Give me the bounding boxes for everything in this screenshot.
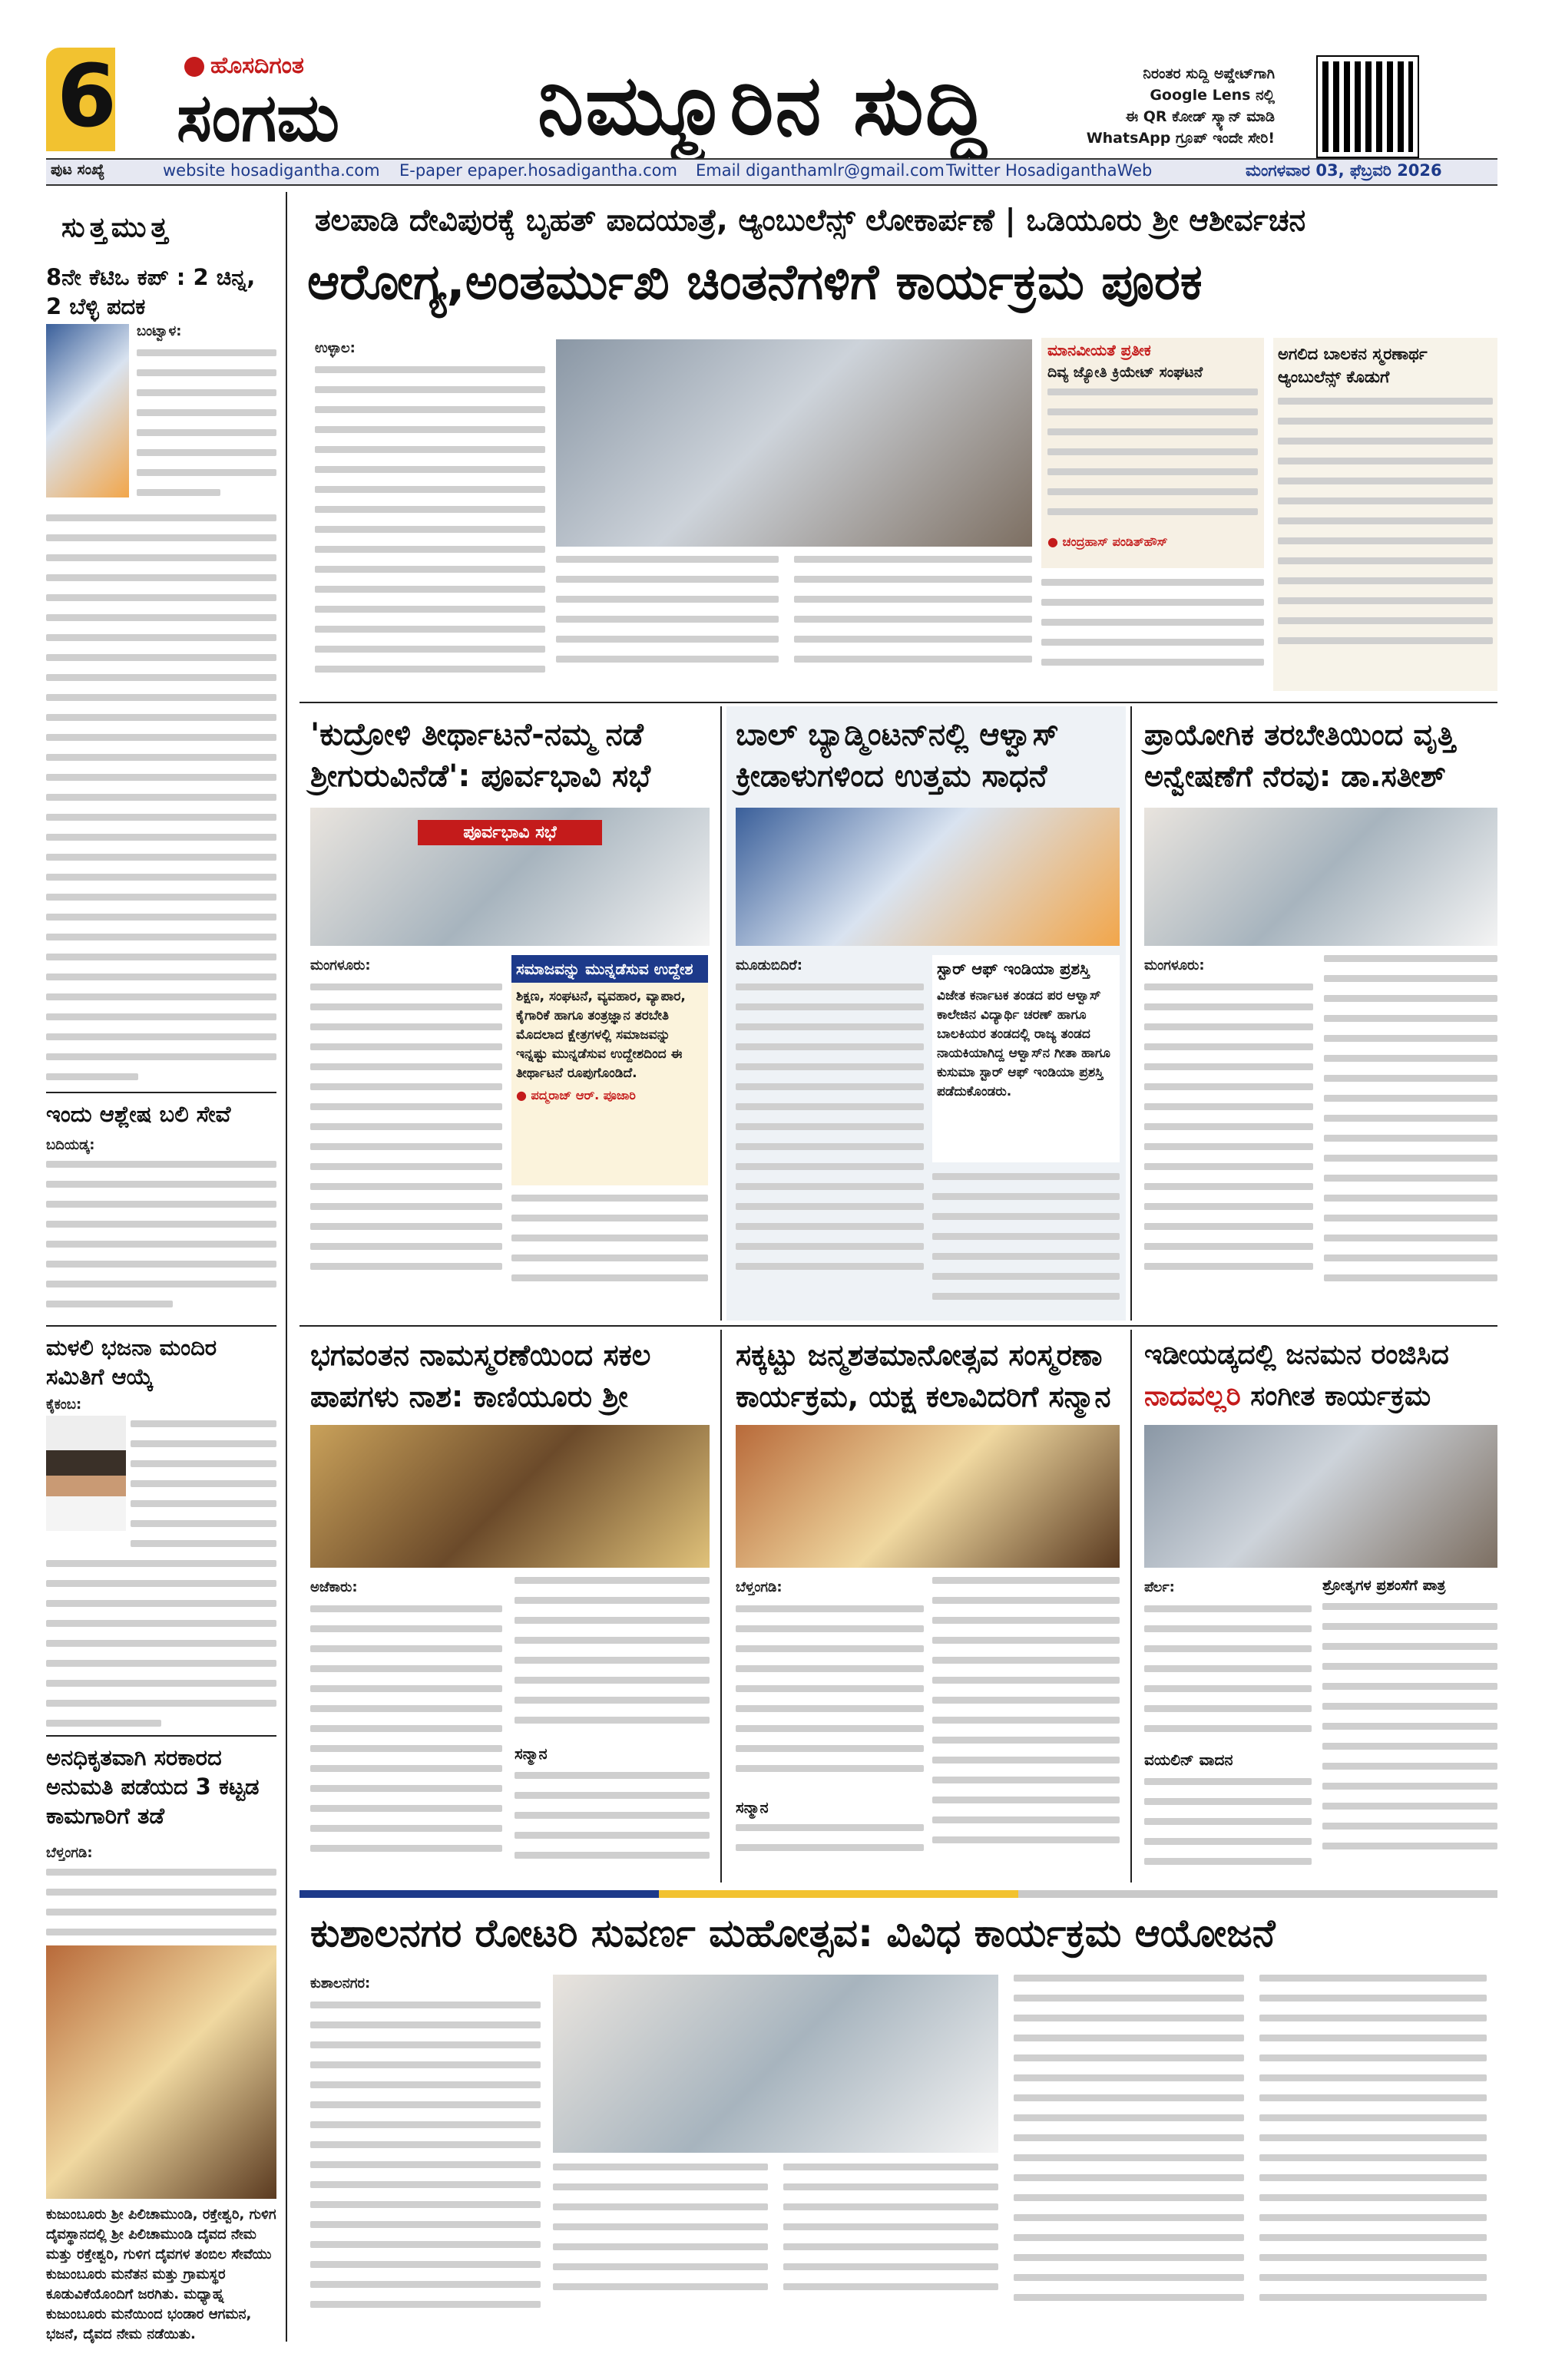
lead-text-col	[794, 556, 1032, 676]
story-training	[1137, 706, 1497, 1321]
masthead	[0, 0, 1542, 180]
sidebar-story-title: ಇಂದು ಆಶ್ಲೇಷ ಬಲಿ ಸೇವೆ	[46, 1101, 231, 1127]
ambulance-photo	[556, 339, 1032, 547]
award-text: ವಿಜೇತ ಕರ್ನಾಟಕ ತಂಡದ ಪರ ಆಳ್ವಾಸ್ ಕಾಲೇಜಿನ ವಿದ್ಯಾರ್ಥಿ ಚರಣ್ ಹಾಗೂ ಬಾಲಕಿಯರ ತಂಡದಲ್ಲಿ ರಾಜ್ಯ ತಂಡದ ನಾಯಕಿಯಾಗಿದ್ದ ಆಳ್ವಾಸ್‌ನ ಗೀತಾ ಹಾಗೂ ಕುಸುಮಾ ಸ್ಟಾರ್ ಆಫ್ ಇಂಡಿಯಾ ಪ್ರಶಸ್ತಿ ಪಡೆದುಕೊಂಡರು.	[937, 988, 1110, 1099]
sidebar-story-text	[46, 1560, 276, 1740]
story-title: ಬಾಲ್ ಬ್ಯಾಡ್ಮಿಂಟನ್‌ನಲ್ಲಿ ಆಳ್ವಾಸ್ ಕ್ರೀಡಾಳುಗಳಿಂದ ಉತ್ತಮ ಸಾಧನೆ	[736, 717, 1059, 794]
lead-kicker: ತಲಪಾಡಿ ದೇವಿಪುರಕ್ಕೆ ಬೃಹತ್ ಪಾದಯಾತ್ರೆ, ಆ್ಯಂಬುಲೆನ್ಸ್ ಲೋಕಾರ್ಪಣೆ | ಒಡಿಯೂರು ಶ್ರೀ ಆಶೀರ್ವಚನ	[315, 203, 1306, 238]
story-kaniyoor	[299, 1330, 714, 1883]
story-text	[515, 1577, 710, 1737]
story-title: ಪ್ರಾಯೋಗಿಕ ತರಬೇತಿಯಿಂದ ವೃತ್ತಿ ಅನ್ವೇಷಣೆಗೆ ನೆರವು: ಡಾ.ಸತೀಶ್	[1144, 718, 1456, 793]
felicitation-photo	[736, 1425, 1120, 1568]
story-text: ಅಜೆಕಾರು:	[310, 1577, 502, 1876]
story-text	[1322, 1603, 1497, 1863]
training-photo	[1144, 808, 1497, 946]
sub-heading: ಶ್ರೋತೃಗಳ ಪ್ರಶಂಸೆಗೆ ಪಾತ್ರ	[1322, 1577, 1446, 1594]
story-text	[932, 1577, 1120, 1856]
section-name: ಸಂಗಮ	[177, 80, 340, 157]
sidebar-photo	[46, 324, 129, 497]
highlight-byline: ● ಪದ್ಮರಾಜ್ ಆರ್. ಪೂಜಾರಿ	[516, 1088, 636, 1102]
lead-text-col	[556, 556, 779, 676]
concert-photo	[1144, 1425, 1497, 1568]
sidebar-story-text: ಬಂಟ್ವಾಳ:	[137, 321, 276, 502]
epaper-link[interactable]: E-paper epaper.hosadigantha.com	[399, 161, 677, 180]
section-band	[299, 1890, 1497, 1898]
story-title: ಕುಶಾಲನಗರ ರೋಟರಿ ಸುವರ್ಣ ಮಹೋತ್ಸವ: ವಿವಿಧ ಕಾರ್ಯಕ್ರಮ ಆಯೋಜನೆ	[310, 1911, 1276, 1955]
publication-logo: ಹೊಸದಿಗಂತ	[184, 52, 304, 79]
story-rotary	[299, 1904, 1497, 2342]
story-title: ಭಗವಂತನ ನಾಮಸ್ಮರಣೆಯಿಂದ ಸಕಲ ಪಾಪಗಳು ನಾಶ: ಕಾಣಿಯೂರು ಶ್ರೀ	[310, 1338, 651, 1413]
story-text	[932, 1173, 1120, 1313]
shrine-caption: ಕುಜುಂಬೂರು ಶ್ರೀ ಪಿಲಿಚಾಮುಂಡಿ, ರಕ್ತೇಶ್ವರಿ, ಗುಳಿಗ ದೈವಸ್ಥಾನದಲ್ಲಿ ಶ್ರೀ ಪಿಲಿಚಾಮುಂಡಿ ದೈವದ ನೇಮ ಮತ್ತು ರಕ್ತೇಶ್ವರಿ, ಗುಳಿಗ ದೈವಗಳ ತಂಬಿಲ ಸೇವೆಯು ಕುಜುಂಬೂರು ಮನೆತನ ಮತ್ತು ಗ್ರಾಮಸ್ಥರ ಕೂಡುವಿಕೆಯೊಂದಿಗೆ ಜರಗಿತು. ಮಧ್ಯಾಹ್ನ ಕುಜುಂಬೂರು ಮನೆಯಿಂದ ಭಂಡಾರ ಆಗಮನ, ಭಜನೆ, ದೈವದ ನೇಮ ನಡೆಯಿತು.	[46, 2206, 276, 2342]
sub-heading: ಸನ್ಮಾನ	[515, 1744, 548, 1763]
rotary-photo	[553, 1975, 998, 2153]
lead-story	[299, 192, 1497, 699]
website-link[interactable]: website hosadigantha.com	[163, 161, 380, 180]
meeting-banner: ಪೂರ್ವಭಾವಿ ಸಭೆ	[418, 820, 602, 845]
story-naadavallari	[1137, 1330, 1497, 1883]
page-number: 6	[57, 47, 117, 147]
title-accent: ನಾದವಲ್ಲರಿ	[1144, 1380, 1241, 1412]
story-text	[783, 2163, 998, 2303]
team-photo	[736, 808, 1120, 946]
lead-text-col	[1041, 579, 1264, 679]
sidebar-story-text	[131, 1420, 276, 1560]
sidebar-story-text: ಕೈಕಂಬ:	[46, 1397, 82, 1413]
column-divider	[720, 706, 722, 1321]
sidebar-story-text: ಬೆಳ್ತಂಗಡಿ:	[46, 1845, 93, 1861]
email-link[interactable]: Email diganthamlr@gmail.com	[696, 161, 945, 180]
lead-headline: ಆರೋಗ್ಯ,ಅಂತರ್ಮುಖಿ ಚಿಂತನೆಗಳಿಗೆ ಕಾರ್ಯಕ್ರಮ ಪೂರಕ	[307, 254, 1203, 311]
story-title: 'ಕುದ್ರೋಳಿ ತೀರ್ಥಾಟನೆ-ನಮ್ಮ ನಡೆ ಶ್ರೀಗುರುವಿನೆಡೆ': ಪೂರ್ವಭಾವಿ ಸಭೆ	[310, 717, 651, 794]
divider	[46, 1735, 276, 1737]
person-photo	[46, 1416, 126, 1531]
story-text	[553, 2163, 768, 2303]
divider	[46, 1092, 276, 1093]
divider	[46, 1325, 276, 1327]
column-divider	[720, 1330, 722, 1883]
story-text	[736, 1824, 924, 1864]
highlight-text: ಶಿಕ್ಷಣ, ಸಂಘಟನೆ, ವ್ಯವಹಾರ, ವ್ಯಾಪಾರ, ಕೈಗಾರಿಕೆ ಹಾಗೂ ತಂತ್ರಜ್ಞಾನ ತರಬೇತಿ ಮೊದಲಾದ ಕ್ಷೇತ್ರಗಳಲ್ಲಿ ಸಮಾಜವನ್ನು ಇನ್ನಷ್ಟು ಮುನ್ನಡೆಸುವ ಉದ್ದೇಶದಿಂದ ಈ ತೀರ್ಥಾಟನೆ ರೂಪುಗೊಂಡಿದೆ.	[516, 989, 686, 1081]
story-sakkattu	[726, 1330, 1126, 1883]
column-divider	[286, 192, 287, 2342]
sidebar-story-title: 8ನೇ ಕೆಟಿಒ ಕಪ್ : 2 ಚಿನ್ನ, 2 ಬೆಳ್ಳಿ ಪದಕ	[46, 264, 256, 319]
pages-label: ಪುಟ ಸಂಖ್ಯೆ	[51, 161, 105, 178]
story-text: ಮೂಡುಬಿದಿರೆ:	[736, 955, 924, 1308]
column-divider	[1130, 1330, 1132, 1883]
story-text	[1014, 1975, 1244, 2314]
row-divider	[299, 1325, 1497, 1327]
humanity-box	[1041, 338, 1264, 568]
sub-heading: ಸನ್ಮಾನ	[736, 1798, 769, 1816]
shrine-photo	[46, 1945, 276, 2199]
story-text	[511, 1195, 708, 1294]
story-text: ಕುಶಾಲನಗರ:	[310, 1973, 541, 2334]
story-text: ಮಂಗಳೂರು:	[1144, 955, 1313, 1308]
box-label: ಮಾನವೀಯತೆ ಪ್ರತೀಕ	[1047, 341, 1151, 359]
sidebar-story-title: ಅನಧಿಕೃತವಾಗಿ ಸರಕಾರದ ಅನುಮತಿ ಪಡೆಯದ 3 ಕಟ್ಟಡ ಕಾಮಗಾರಿಗೆ ತಡೆ	[46, 1744, 260, 1829]
highlight-box	[511, 955, 708, 1185]
sidebar-label: ಸುತ್ತಮುತ್ತ	[61, 212, 173, 243]
story-text	[1324, 955, 1497, 1294]
qr-prompt: ನಿರಂತರ ಸುದ್ದಿ ಅಪ್ಡೇಟ್‌ಗಾಗಿ Google Lens ನಲ್ಲಿ ಈ QR ಕೋಡ್ ಸ್ಕ್ಯಾನ್ ಮಾಡಿ WhatsApp ಗ್ರೂಪ್ ಇಂದೇ ಸೇರಿ!	[1086, 65, 1275, 147]
story-text	[1259, 1975, 1487, 2314]
row-divider	[299, 702, 1497, 703]
award-title: ಸ್ಟಾರ್ ಆಫ್ ಇಂಡಿಯಾ ಪ್ರಶಸ್ತಿ	[937, 960, 1090, 978]
sidebar-story-text: ಬದಿಯಡ್ಕ:	[46, 1137, 95, 1153]
sidebar	[46, 192, 276, 2342]
story-text: ಪೆರ್ಲ:	[1144, 1577, 1312, 1876]
story-title: ಸಕ್ಕಟ್ಟು ಜನ್ಮಶತಮಾನೋತ್ಸವ ಸಂಸ್ಮರಣಾ ಕಾರ್ಯಕ್ರಮ, ಯಕ್ಷ ಕಲಾವಿದರಿಗೆ ಸನ್ಮಾನ	[736, 1338, 1111, 1413]
logo-emblem-icon	[184, 57, 204, 77]
meeting-photo	[310, 808, 710, 946]
story-ball-badminton	[726, 706, 1126, 1321]
twitter-link[interactable]: Twitter HosadiganthaWeb	[946, 161, 1153, 180]
column-divider	[1130, 706, 1132, 1321]
qr-code[interactable]	[1318, 57, 1418, 157]
award-box	[932, 955, 1120, 1162]
story-text	[1144, 1778, 1312, 1878]
story-kudroli	[299, 706, 714, 1321]
story-title: ಇಡೀಯಡ್ಕದಲ್ಲಿ ಜನಮನ ರಂಜಿಸಿದ ನಾದವಲ್ಲರಿ ಸಂಗೀತ ಕಾರ್ಯಕ್ರಮ	[1144, 1339, 1449, 1412]
story-text: ಬೆಳ್ತಂಗಡಿ:	[736, 1577, 924, 1876]
sidebar-story-text	[46, 514, 276, 1093]
issue-date: ಮಂಗಳವಾರ 03, ಫೆಬ್ರವರಿ 2026	[1246, 161, 1442, 180]
story-text	[515, 1772, 710, 1872]
sidebar-story-text	[46, 1161, 276, 1321]
sidebar-story-title: ಮಳಲಿ ಭಜನಾ ಮಂದಿರ ಸಮಿತಿಗೆ ಆಯ್ಕೆ	[46, 1334, 217, 1390]
story-text: ಮಂಗಳೂರು:	[310, 955, 502, 1308]
page-title: ನಿಮ್ಮೂರಿನ ಸುದ್ದಿ	[538, 58, 988, 154]
ceremony-photo	[310, 1425, 710, 1568]
lead-text-col: ಉಳ್ಳಾಲ:	[315, 338, 545, 691]
side-box-title: ಅಗಲಿದ ಬಾಲಕನ ಸ್ಮರಣಾರ್ಥ ಆ್ಯಂಬುಲೆನ್ಸ್ ಕೊಡುಗೆ	[1278, 345, 1428, 386]
box-byline: ● ಚಂದ್ರಹಾಸ್ ಪಂಡಿತ್‌ಹೌಸ್	[1047, 534, 1168, 549]
sub-heading: ವಯಲಿನ್ ವಾದನ	[1144, 1750, 1233, 1769]
side-box	[1273, 338, 1497, 691]
box-subtitle: ದಿವ್ಯ ಜ್ಯೋತಿ ಕ್ರಿಯೇಟ್ ಸಂಘಟನೆ	[1047, 364, 1203, 381]
highlight-title: ಸಮಾಜವನ್ನು ಮುನ್ನಡೆಸುವ ಉದ್ದೇಶ	[511, 955, 708, 983]
